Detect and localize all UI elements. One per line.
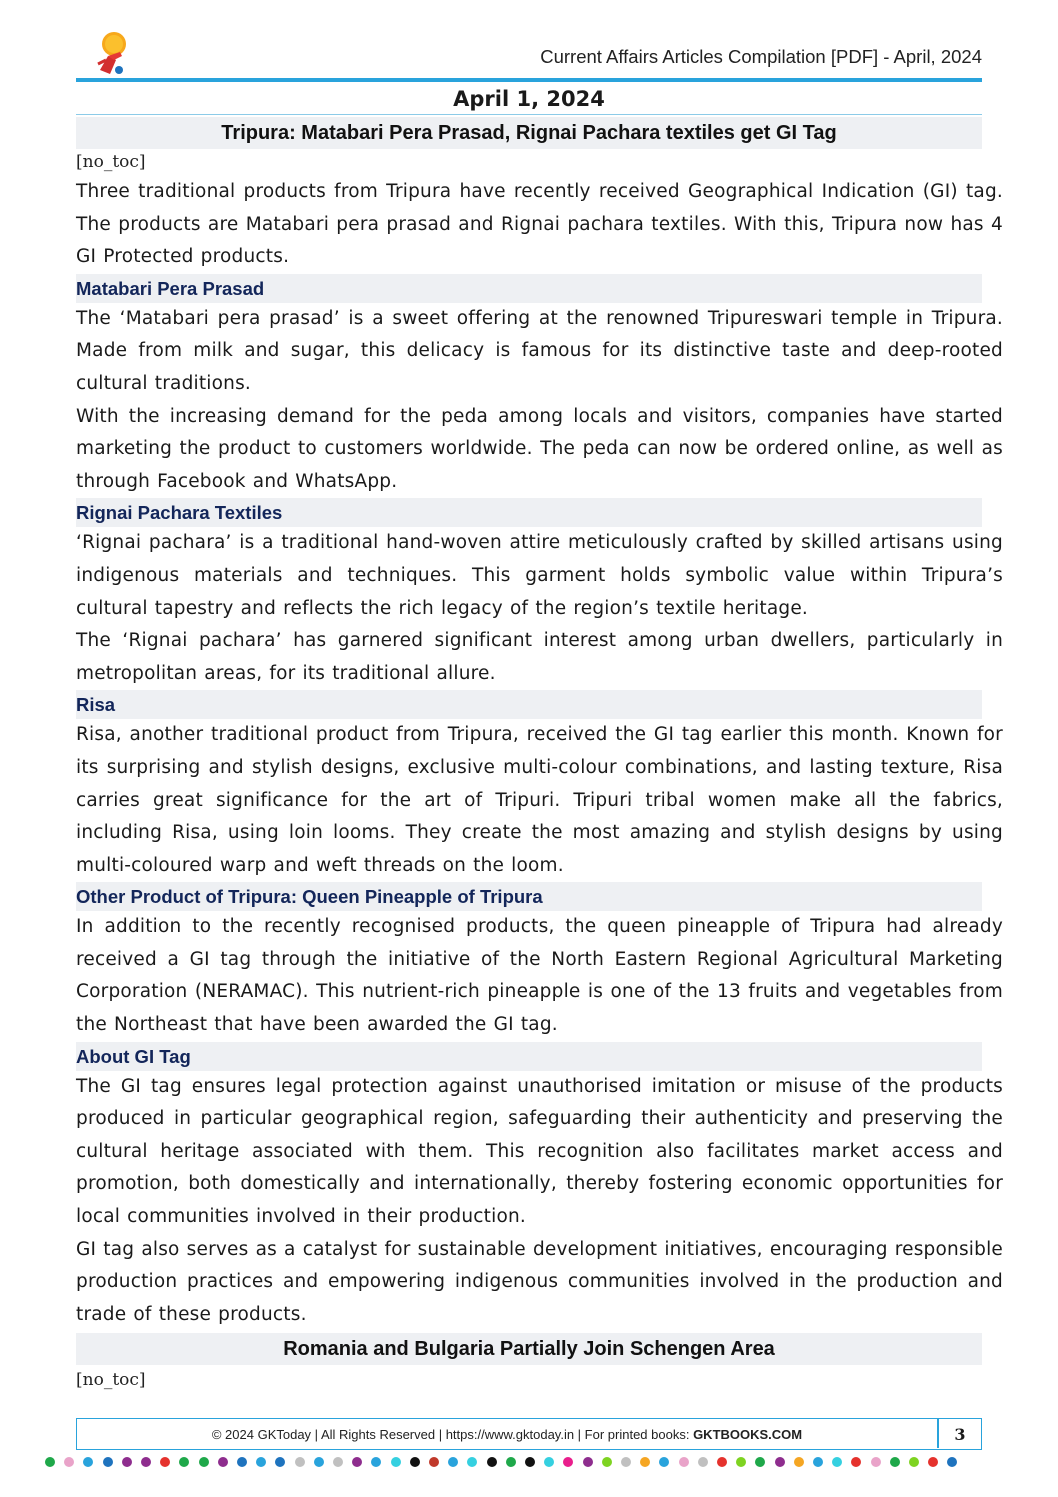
- decorative-dot: [755, 1457, 765, 1467]
- decorative-dot: [487, 1457, 497, 1467]
- decorative-dot: [947, 1457, 957, 1467]
- decorative-dot: [698, 1457, 708, 1467]
- decorative-dot: [890, 1457, 900, 1467]
- footer-copyright: © 2024 GKToday | All Rights Reserved | https://www.gktoday.in | For printed books:: [211, 1427, 694, 1442]
- decorative-dot: [813, 1457, 823, 1467]
- decorative-dot: [794, 1457, 804, 1467]
- decorative-dot: [640, 1457, 650, 1467]
- decorative-dot: [237, 1457, 247, 1467]
- toc-marker: [no_toc]: [76, 152, 146, 172]
- header-rule: [76, 78, 982, 82]
- section-heading: Rignai Pachara Textiles: [76, 498, 982, 527]
- decorative-dot: [122, 1457, 132, 1467]
- section-heading: Other Product of Tripura: Queen Pineapple of Tripura: [76, 882, 982, 911]
- paragraph: With the increasing demand for the peda among locals and visitors, companies have started marketing the product to customers worldwide. The peda can now be ordered online, as well as through Facebook and WhatsApp.: [76, 405, 1003, 492]
- decorative-dot: [736, 1457, 746, 1467]
- page-content: [76, 84, 1003, 1394]
- decorative-dot-strip: [45, 1457, 975, 1467]
- decorative-dot: [179, 1457, 189, 1467]
- decorative-dot: [103, 1457, 113, 1467]
- decorative-dot: [199, 1457, 209, 1467]
- decorative-dot: [602, 1457, 612, 1467]
- decorative-dot: [333, 1457, 343, 1467]
- decorative-dot: [429, 1457, 439, 1467]
- section-heading: Risa: [76, 690, 982, 719]
- decorative-dot: [141, 1457, 151, 1467]
- decorative-dot: [467, 1457, 477, 1467]
- decorative-dot: [851, 1457, 861, 1467]
- decorative-dot: [64, 1457, 74, 1467]
- article-title: Tripura: Matabari Pera Prasad, Rignai Pachara textiles get GI Tag: [76, 117, 982, 149]
- decorative-dot: [218, 1457, 228, 1467]
- decorative-dot: [659, 1457, 669, 1467]
- article-title: Romania and Bulgaria Partially Join Schengen Area: [76, 1333, 982, 1365]
- decorative-dot: [45, 1457, 55, 1467]
- paragraph: ‘Rignai pachara’ is a traditional hand-woven attire meticulously crafted by skilled artisans using indigenous materials and techniques. This garment holds symbolic value within Tripura’s cultural tapestry and reflects the rich legacy of the region’s textile heritage.: [76, 532, 1003, 619]
- decorative-dot: [909, 1457, 919, 1467]
- header-title: Current Affairs Articles Compilation [PDF] - April, 2024: [540, 46, 982, 67]
- paragraph: Risa, another traditional product from Tripura, received the GI tag earlier this month. Known for its surprising and stylish designs, exclusive multi-colour combinations, and lasting texture, Risa carries great significance for the art of Tripuri. Tripuri tribal women make all the fabrics, including Risa, using loin looms. They create the most amazing and stylish designs by using multi-coloured warp and weft threads on the loom.: [76, 724, 1003, 876]
- decorative-dot: [717, 1457, 727, 1467]
- gktoday-logo-icon: [92, 30, 132, 78]
- decorative-dot: [391, 1457, 401, 1467]
- decorative-dot: [295, 1457, 305, 1467]
- decorative-dot: [775, 1457, 785, 1467]
- article-intro: Three traditional products from Tripura have recently received Geographical Indication (GI) tag. The products are Matabari pera prasad and Rignai pachara textiles. With this, Tripura now has 4 GI Protected products.: [76, 181, 1003, 268]
- decorative-dot: [256, 1457, 266, 1467]
- decorative-dot: [583, 1457, 593, 1467]
- decorative-dot: [275, 1457, 285, 1467]
- paragraph: GI tag also serves as a catalyst for sustainable development initiatives, encouraging responsible production practices and empowering indigenous communities involved in the production and trade of these products.: [76, 1238, 1003, 1325]
- footer: [76, 1418, 982, 1450]
- decorative-dot: [621, 1457, 631, 1467]
- decorative-dot: [928, 1457, 938, 1467]
- decorative-dot: [506, 1457, 516, 1467]
- decorative-dot: [448, 1457, 458, 1467]
- decorative-dot: [371, 1457, 381, 1467]
- decorative-dot: [525, 1457, 535, 1467]
- page-number: 3: [954, 1425, 966, 1444]
- paragraph: The ‘Matabari pera prasad’ is a sweet offering at the renowned Tripureswari temple in Tripura. Made from milk and sugar, this delicacy is famous for its distinctive taste and deep-rooted cultural traditions.: [76, 307, 1003, 394]
- section-heading: About GI Tag: [76, 1042, 982, 1071]
- decorative-dot: [160, 1457, 170, 1467]
- paragraph: The ‘Rignai pachara’ has garnered significant interest among urban dwellers, particularly in metropolitan areas, for its traditional allure.: [76, 630, 1003, 684]
- paragraph: The GI tag ensures legal protection against unauthorised imitation or misuse of the products produced in particular geographical region, safeguarding their authenticity and preserving the cultural heritage associated with them. This recognition also facilitates market access and promotion, both domestically and internationally, thereby fostering economic opportunities for local communities involved in their production.: [76, 1075, 1003, 1228]
- decorative-dot: [83, 1457, 93, 1467]
- paragraph: In addition to the recently recognised products, the queen pineapple of Tripura had already received a GI tag through the initiative of the North Eastern Regional Agricultural Marketing Corporation (NERAMAC). This nutrient-rich pineapple is one of the 13 fruits and vegetables from the Northeast that have been awarded the GI tag.: [76, 916, 1003, 1036]
- toc-marker: [no_toc]: [76, 1370, 146, 1391]
- decorative-dot: [871, 1457, 881, 1467]
- date-heading: April 1, 2024: [76, 84, 982, 115]
- decorative-dot: [410, 1457, 420, 1467]
- section-heading: Matabari Pera Prasad: [76, 274, 982, 303]
- decorative-dot: [314, 1457, 324, 1467]
- decorative-dot: [352, 1457, 362, 1467]
- footer-text: [77, 1419, 937, 1448]
- footer-brand-link[interactable]: GKTBOOKS.COM: [693, 1427, 803, 1442]
- decorative-dot: [832, 1457, 842, 1467]
- decorative-dot: [679, 1457, 689, 1467]
- decorative-dot: [544, 1457, 554, 1467]
- decorative-dot: [563, 1457, 573, 1467]
